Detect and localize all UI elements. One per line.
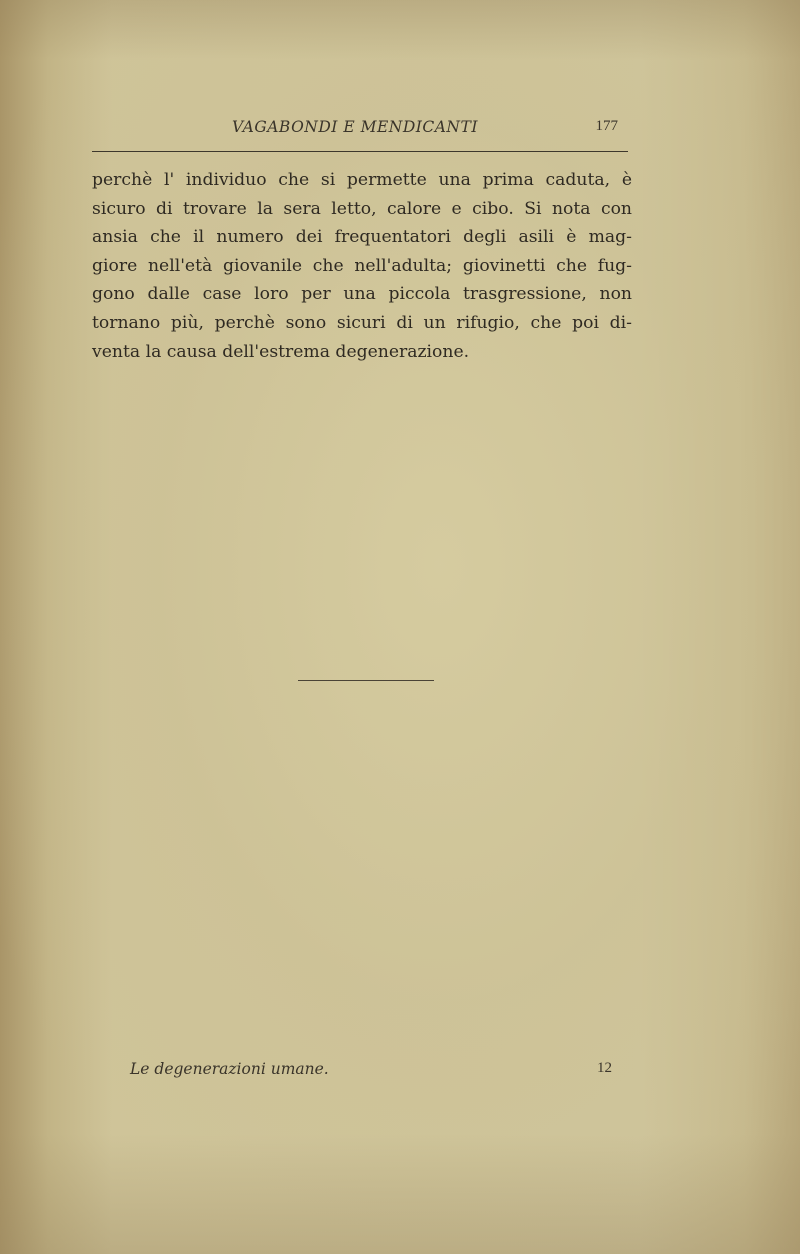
section-end-rule	[298, 680, 434, 681]
signature-title: Le degenerazioni umane.	[130, 1060, 329, 1078]
text-line: venta la causa dell'estrema degenerazione.	[92, 341, 470, 362]
signature-number: 12	[597, 1060, 612, 1076]
text-line: perchè l' individuo che si permette una prima caduta, è	[92, 170, 632, 190]
running-head	[92, 118, 628, 142]
page-edge-shading-bottom	[0, 1134, 800, 1254]
body-paragraph	[92, 166, 632, 366]
running-title: VAGABONDI E MENDICANTI	[232, 118, 478, 136]
page-edge-shading-top	[0, 0, 800, 60]
text-line: ansia che il numero dei frequentatori degli asili è mag-	[92, 227, 632, 248]
text-line: tornano più, perchè sono sicuri di un rifugio, che poi di-	[92, 312, 632, 333]
text-line: sicuro di trovare la sera letto, calore e cibo. Si nota con	[92, 198, 632, 219]
header-rule	[92, 151, 628, 152]
text-line: giore nell'età giovanile che nell'adulta; giovinetti che fug-	[92, 255, 632, 276]
text-line: gono dalle case loro per una piccola trasgressione, non	[92, 284, 632, 305]
page-number: 177	[595, 118, 618, 134]
